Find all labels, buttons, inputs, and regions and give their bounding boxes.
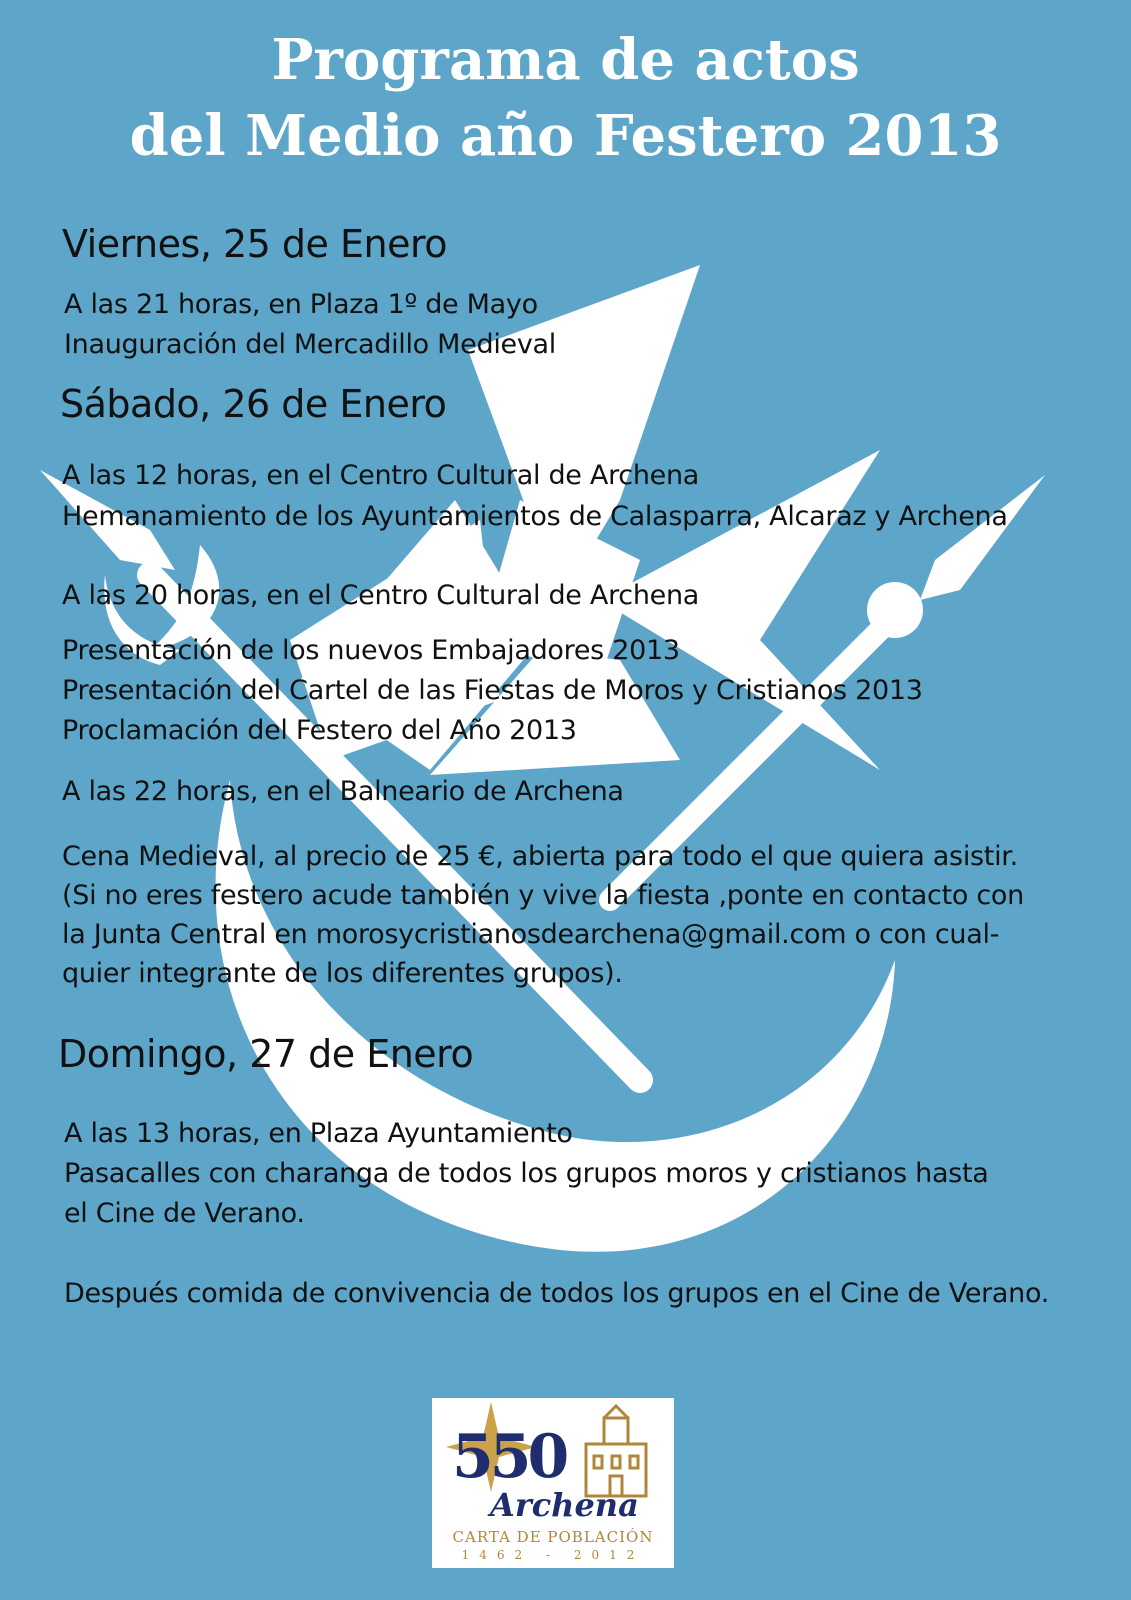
event-line: Inauguración del Mercadillo Medieval: [64, 329, 556, 360]
event-line: Hemanamiento de los Ayuntamientos de Calasparra, Alcaraz y Archena: [62, 501, 1008, 532]
event-line: A las 22 horas, en el Balneario de Archena: [62, 776, 624, 807]
event-line: el Cine de Verano.: [64, 1198, 305, 1229]
page-title: [0, 22, 1131, 174]
event-line: Cena Medieval, al precio de 25 €, abierta para todo el que quiera asistir.: [62, 841, 1018, 872]
title-line-2: del Medio año Festero 2013: [129, 103, 1002, 169]
event-line: Presentación de los nuevos Embajadores 2013: [62, 635, 680, 666]
day-heading-domingo: Domingo, 27 de Enero: [58, 1032, 474, 1076]
day-heading-sabado: Sábado, 26 de Enero: [60, 382, 447, 426]
event-line: Después comida de convivencia de todos los grupos en el Cine de Verano.: [64, 1278, 1050, 1309]
event-line: Proclamación del Festero del Año 2013: [62, 715, 577, 746]
event-line: Presentación del Cartel de las Fiestas de Moros y Cristianos 2013: [62, 675, 923, 706]
logo-years: 1462 - 2012: [461, 1548, 645, 1562]
event-line: A las 12 horas, en el Centro Cultural de Archena: [62, 460, 700, 491]
event-line: Pasacalles con charanga de todos los grupos moros y cristianos hasta: [64, 1158, 989, 1189]
event-line: A las 20 horas, en el Centro Cultural de Archena: [62, 580, 700, 611]
building-icon: [576, 1404, 656, 1499]
title-line-1: Programa de actos: [271, 27, 860, 93]
logo-number: 550: [452, 1422, 566, 1492]
day-heading-viernes: Viernes, 25 de Enero: [62, 222, 447, 266]
logo-town: Archena: [490, 1486, 639, 1524]
event-line: la Junta Central en morosycristianosdearchena@gmail.com o con cual-: [62, 919, 1000, 950]
event-line: quier integrante de los diferentes grupos).: [62, 958, 623, 989]
logo-subtitle: CARTA DE POBLACIÓN: [452, 1528, 654, 1546]
event-line: A las 21 horas, en Plaza 1º de Mayo: [64, 289, 538, 320]
event-line: (Si no eres festero acude también y vive la fiesta ,ponte en contacto con: [62, 880, 1024, 911]
event-line: A las 13 horas, en Plaza Ayuntamiento: [64, 1118, 573, 1149]
archena-550-logo: [432, 1398, 674, 1568]
